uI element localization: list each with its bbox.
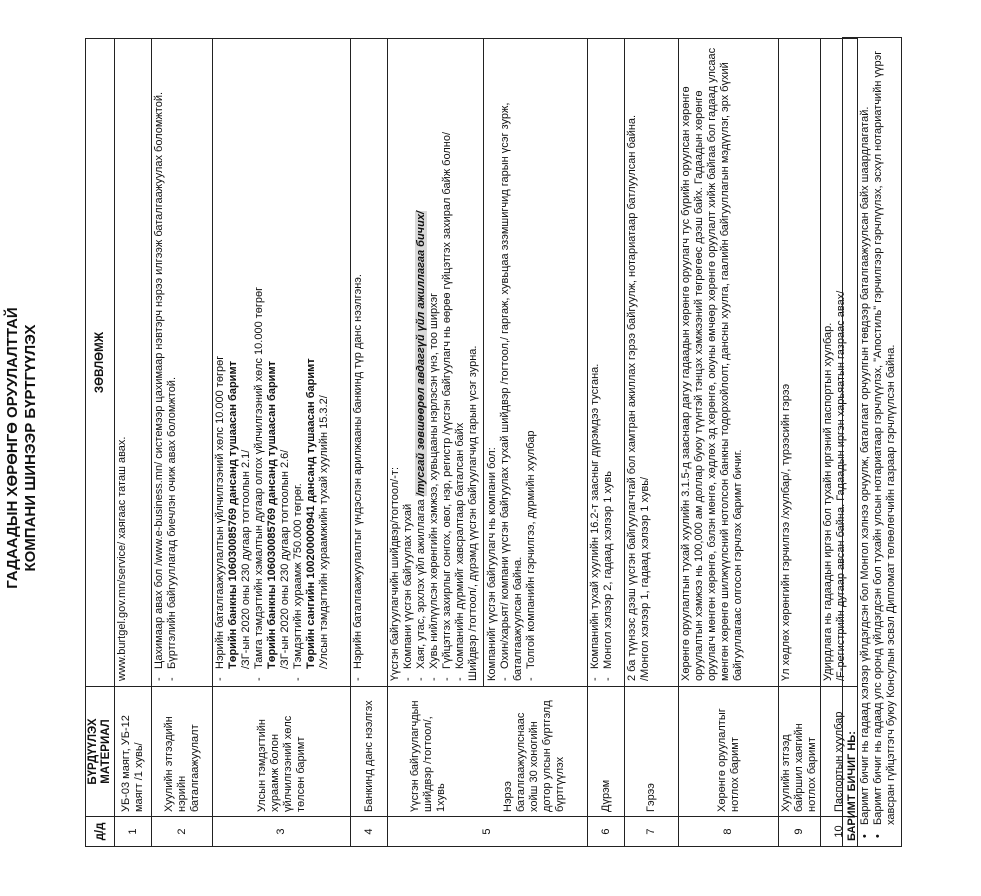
advice-line: 2 ба түүнээс дээш үүсгэн байгуулагчтай бол хамтран ажиллах гэрээ байгуулж, нотариатаар батлуулсан байна. [626, 114, 638, 681]
row-number: 4 [351, 817, 388, 847]
advice-line: - Хувь нийлүүлсэн хөрөнгийн хэмжээ, хувьцааны нэрлэсэн үнэ, тоо ширхэг [428, 44, 441, 681]
row-material: Гэрээ [625, 687, 679, 817]
advice-line: - Охин/харьят/ компани үүсгэн байгуулах тухай шийдвэр /тогтоол,/ гаргаж, хувьцаа эзэмшигчид гарын үсэг зурж, баталгаажуулсан байна. [499, 44, 525, 681]
row-material [388, 687, 588, 817]
advice-line: Үүсгэн байгуулагчийн шийдвэр/тогтоол/-т: [389, 466, 401, 681]
header-number: д/д [86, 817, 115, 847]
advice-line: - Гүйцэтгэх захирлыг сонгох, овог, нэр, регистр /үүсгэн байгуулагч нь өөрөө гүйцэтгэх захирал байж болно/ [441, 44, 454, 681]
row-material: Хуулийн этгээд байршил хаягийн нотлох баримт [779, 687, 821, 817]
advice-block-b [484, 44, 538, 681]
row-advice [588, 39, 625, 687]
table-row [351, 39, 388, 847]
table-row [625, 39, 679, 847]
table-row [115, 39, 152, 847]
material-part-b: Нэрээ баталгаажуулснаас хойш 30 хоногийн дотор улсын бүртгэлд бүртгүүлэх [501, 700, 566, 812]
advice-line: Төрийн сангийн 100200000941 дансанд тушаасан баримт [305, 358, 317, 669]
header-advice: ЗӨВЛӨМЖ [86, 39, 115, 687]
advice-line: /F-регистрийн дугаар авсан байна. Гадаадын иргэн харьяатын газраас авах/ [835, 290, 847, 681]
memo-item: • Баримт бичиг нь гадаад улс оронд үйлдэгдсэн бол тухайн улсын нотариатаар гэрчлүүлэх, "Апостиль" гэрчилгээр гэрчлүүлэх, эсхүл нотариатчийн үүрэг хавсран гүйцэтгэгч буюу Консулын эсвэл Дипломат төлөөлөгчийн газраар гэрчлүүлсэн байна. [872, 43, 898, 841]
advice-line: Удирдлага нь гадаадын иргэн бол тухайн иргэний паспортын хуулбар. [822, 322, 834, 681]
advice-line: Үл хөдлөх хөрөнгийн гэрчилгээ /хуулбар/, түрээсийн гэрээ [780, 383, 792, 681]
row-number: 2 [152, 817, 213, 847]
row-material: Паспортын хуулбар [821, 687, 858, 817]
row-advice [152, 39, 213, 687]
advice-line: - Компанийн дүрмийг хавсралтаар баталсан байх [454, 44, 467, 681]
advice-line: - Тэмдэгтийн хураамж 750.000 төгрөг. [292, 44, 305, 681]
row-material: УБ-03 маягт, УБ-12 маягт /1 хувь/ [115, 687, 152, 817]
advice-line [415, 44, 428, 681]
highlighted-text: /тусгай зөвшөөрөл авдаггүй үйл ажиллагаа бичих/ [415, 211, 427, 497]
table-row [388, 39, 588, 847]
row-number: 10 [821, 817, 858, 847]
row-advice [351, 39, 388, 687]
row-number: 3 [213, 817, 351, 847]
advice-line: - Нэрийн баталгаажуулалтыг үндэслэн арилжааны банкинд түр данс нээлгэнэ. [352, 44, 365, 681]
table-row [779, 39, 821, 847]
memo-title: БАРИМТ БИЧИГ НЬ: [846, 731, 858, 841]
advice-line: Төрийн банкны 106030085769 дансанд тушаасан баримт [227, 361, 239, 669]
advice-line: - Нэрийн баталгаажуулалтын үйлчилгээний хөлс 10.000 төгрөг [214, 44, 227, 681]
title-line-2: КОМПАНИ ШИНЭЭР БҮРТГҮҮЛЭХ [22, 324, 39, 572]
material-part-a: Үүсгэн байгуулагчдын шийдвэр /тогтоол/, 1хувь [408, 700, 447, 812]
advice-line: www.burtgel.gov.mn/service/ хаягаас таташ авах. [116, 436, 128, 681]
row-material: Хуулийн этгээдийн нэрийн баталгаажуулалт [152, 687, 213, 817]
advice-line: /ЗГ-ын 2020 оны 230 дугаар тогтоолын 2.6/ [279, 449, 291, 669]
title-line-1: ГАДААДЫН ХӨРӨНГӨ ОРУУЛАЛТТАЙ [4, 307, 21, 589]
advice-line: /Улсын тэмдэгтийн хураамжийн тухай хуулийн 15.3.2/ [318, 395, 330, 669]
row-number: 1 [115, 817, 152, 847]
advice-line: /ЗГ-ын 2020 оны 230 дугаар тогтоолын 2.1/ [240, 449, 252, 669]
advice-line: Компанийг үүсгэн байгуулагч нь компани бол: [486, 447, 498, 681]
advice-line: Төрийн банкны 106030085769 дансанд тушаасан баримт [266, 361, 278, 669]
row-material: Банкинд данс нээлгэх [351, 687, 388, 817]
row-advice: Хөрөнгө оруулалтын тухай хуулийн 3.1.5-д зааснаар дагуу гадаадын хөрөнгө оруулагч тус бүрийн оруулсан хөрөнгө оруулалтын хэмжээ нь 100,000 ам доллар буюу түүнтэй тэнцэх хэмжээний төгрөгөөс дээш байх. Гадаадын хөрөнгө оруулагч мөнгөн хөрөнгө, бэлэн мөнгө, хөдлөх эд хөрөнгө, оюуны өмчөөр хөрөнгө оруулалт хийж байгаа бол гадаад улсаас мөнгөн хөрөнгө шилжүүлсний нотолсон банкны тодорхойлолт, дансны хуулга, гаалийн байгууллагын мэдүүлэг, эрх бүхий байгууллагаас олгосон гэрчлэх баримт бичиг. [679, 39, 779, 687]
row-material: Дүрэм [588, 687, 625, 817]
row-number: 5 [388, 817, 588, 847]
table-row [679, 39, 779, 847]
document-title [4, 40, 40, 856]
advice-line: - Тамга тэмдэгтийн хэмалтын дугаар олгох үйлчилгээний хөлс 10.000 төгрөг [253, 44, 266, 681]
advice-line: /Монгол хэлээр 1, гадаад хэлээр 1 хувь/ [639, 476, 651, 681]
row-number: 9 [779, 817, 821, 847]
advice-text: Хаяг, утас, эрхлэх үйл ажиллагаа [415, 496, 427, 669]
row-advice [388, 39, 588, 687]
document-memo [842, 37, 902, 847]
advice-line: - Компани үүсгэн байгуулах тухай [402, 44, 415, 681]
row-number: 6 [588, 817, 625, 847]
table-row [152, 39, 213, 847]
advice-line: - Бүртгэлийн байгууллагад биечлэн очиж авах боломжтой. [166, 44, 179, 681]
row-material: Улсын тэмдэгтийн хураамж болон үйлчилгээний хөлс төлсөн баримт [213, 687, 351, 817]
row-advice [213, 39, 351, 687]
row-advice [779, 39, 821, 687]
table-header-row [86, 39, 115, 847]
header-material: БҮРДҮҮЛЭХ МАТЕРИАЛ [86, 687, 115, 817]
advice-line: - Компанийн тухай хуулийн 16.2-т заасныг дүрэмдээ тусгана. [589, 44, 602, 681]
advice-line: Шийдвэр /тогтоол/, дүрэмд үүсгэн байгуулагчид гарын үсэг зурна. [467, 345, 479, 681]
row-advice [115, 39, 152, 687]
row-material: Хөрөнгө оруулалтыг нотлох баримт [679, 687, 779, 817]
requirements-table [85, 38, 858, 847]
row-number: 7 [625, 817, 679, 847]
row-number: 8 [679, 817, 779, 847]
row-advice [625, 39, 679, 687]
advice-block-a [389, 39, 484, 686]
advice-line: - Цахимаар авах бол /www.e-business.mn/ системээр цахимаар нэвтэрч нэрээ илгээж баталгаажуулах боломжтой. [153, 44, 166, 681]
advice-line: - Монгол хэлээр 2, гадаад хэлээр 1 хувь [602, 44, 615, 681]
advice-line: - Толгой компанийн гэрчилгээ, дүрмийн хуулбар [525, 44, 538, 681]
memo-item: • Баримт бичиг нь гадаад хэлээр үйлдэгдсэн бол Монгол хэлнээ орчуулж, баталгаат орчуулгын төвдээр баталгаажуулсан байх шаардлагатай. [859, 43, 872, 841]
table-row [213, 39, 351, 847]
table-row [588, 39, 625, 847]
